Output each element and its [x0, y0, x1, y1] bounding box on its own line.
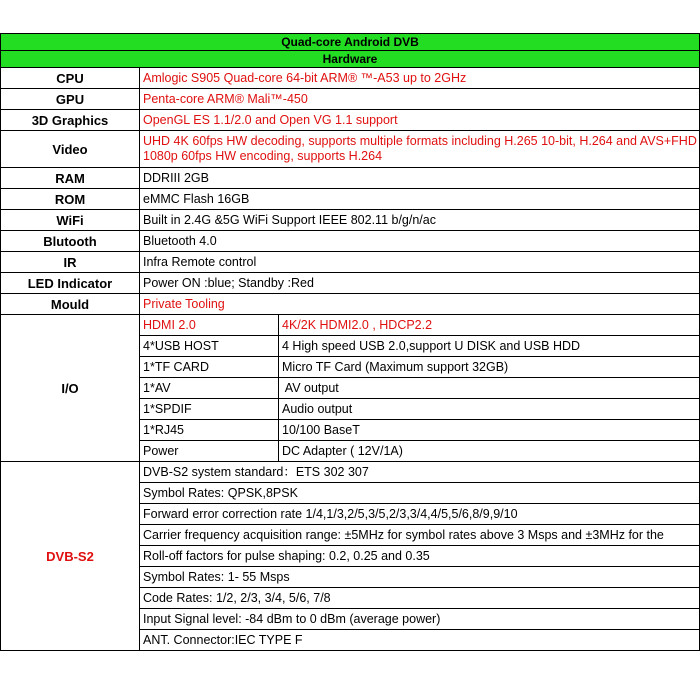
row-value-mould: Private Tooling	[140, 294, 700, 315]
row-value-cpu: Amlogic S905 Quad-core 64-bit ARM® ™-A53 up to 2GHz	[140, 68, 700, 89]
row-label-video: Video	[1, 131, 140, 168]
row-value-ram: DDRIII 2GB	[140, 168, 700, 189]
dvb-label: DVB-S2	[1, 462, 140, 651]
row-value-ir: Infra Remote control	[140, 252, 700, 273]
row-label-gpu: GPU	[1, 89, 140, 110]
row-label-mould: Mould	[1, 294, 140, 315]
io-desc: Audio output	[279, 399, 700, 420]
row-value-led-indicator: Power ON :blue; Standby :Red	[140, 273, 700, 294]
io-port: HDMI 2.0	[140, 315, 279, 336]
table-row	[1, 89, 700, 110]
io-desc: 10/100 BaseT	[279, 420, 700, 441]
table-row	[1, 231, 700, 252]
table-title: Quad-core Android DVB	[1, 34, 700, 51]
io-desc: DC Adapter ( 12V/1A)	[279, 441, 700, 462]
dvb-item: Forward error correction rate 1/4,1/3,2/5,3/5,2/3,3/4,4/5,5/6,8/9,9/10	[140, 504, 700, 525]
row-label-led-indicator: LED Indicator	[1, 273, 140, 294]
row-label-3d-graphics: 3D Graphics	[1, 110, 140, 131]
dvb-item: Code Rates: 1/2, 2/3, 3/4, 5/6, 7/8	[140, 588, 700, 609]
table-row	[1, 294, 700, 315]
row-label-cpu: CPU	[1, 68, 140, 89]
io-port: Power	[140, 441, 279, 462]
dvb-item: Symbol Rates: QPSK,8PSK	[140, 483, 700, 504]
dvb-item: Roll-off factors for pulse shaping: 0.2, 0.25 and 0.35	[140, 546, 700, 567]
io-desc: 4K/2K HDMI2.0 , HDCP2.2	[279, 315, 700, 336]
table-row	[1, 131, 700, 168]
table-row	[1, 189, 700, 210]
table-row	[1, 273, 700, 294]
io-port: 1*SPDIF	[140, 399, 279, 420]
section-header: Hardware	[1, 51, 700, 68]
io-port: 1*AV	[140, 378, 279, 399]
io-desc: 4 High speed USB 2.0,support U DISK and USB HDD	[279, 336, 700, 357]
io-port: 4*USB HOST	[140, 336, 279, 357]
dvb-item: Input Signal level: -84 dBm to 0 dBm (average power)	[140, 609, 700, 630]
row-value-video: UHD 4K 60fps HW decoding, supports multiple formats including H.265 10-bit, H.264 and AVS+FHD 1080p 60fps HW encoding, supports H.264	[140, 131, 700, 168]
dvb-item: DVB-S2 system standard：ETS 302 307	[140, 462, 700, 483]
table-row	[1, 168, 700, 189]
io-desc: AV output	[279, 378, 700, 399]
row-label-ir: IR	[1, 252, 140, 273]
table-row	[1, 110, 700, 131]
row-value-rom: eMMC Flash 16GB	[140, 189, 700, 210]
dvb-item: Symbol Rates: 1- 55 Msps	[140, 567, 700, 588]
spec-table	[0, 33, 700, 651]
row-label-rom: ROM	[1, 189, 140, 210]
row-value-3d-graphics: OpenGL ES 1.1/2.0 and Open VG 1.1 support	[140, 110, 700, 131]
row-value-wifi: Built in 2.4G &5G WiFi Support IEEE 802.11 b/g/n/ac	[140, 210, 700, 231]
table-row	[1, 252, 700, 273]
io-label: I/O	[1, 315, 140, 462]
row-label-wifi: WiFi	[1, 210, 140, 231]
table-row	[1, 68, 700, 89]
io-port: 1*RJ45	[140, 420, 279, 441]
table-row	[1, 210, 700, 231]
row-label-bluetooth: Blutooth	[1, 231, 140, 252]
row-value-gpu: Penta-core ARM® Mali™-450	[140, 89, 700, 110]
io-port: 1*TF CARD	[140, 357, 279, 378]
dvb-item: ANT. Connector:IEC TYPE F	[140, 630, 700, 651]
io-desc: Micro TF Card (Maximum support 32GB)	[279, 357, 700, 378]
row-value-bluetooth: Bluetooth 4.0	[140, 231, 700, 252]
table-row	[1, 315, 700, 336]
row-label-ram: RAM	[1, 168, 140, 189]
dvb-item: Carrier frequency acquisition range: ±5MHz for symbol rates above 3 Msps and ±3MHz for the	[140, 525, 700, 546]
table-row	[1, 462, 700, 483]
